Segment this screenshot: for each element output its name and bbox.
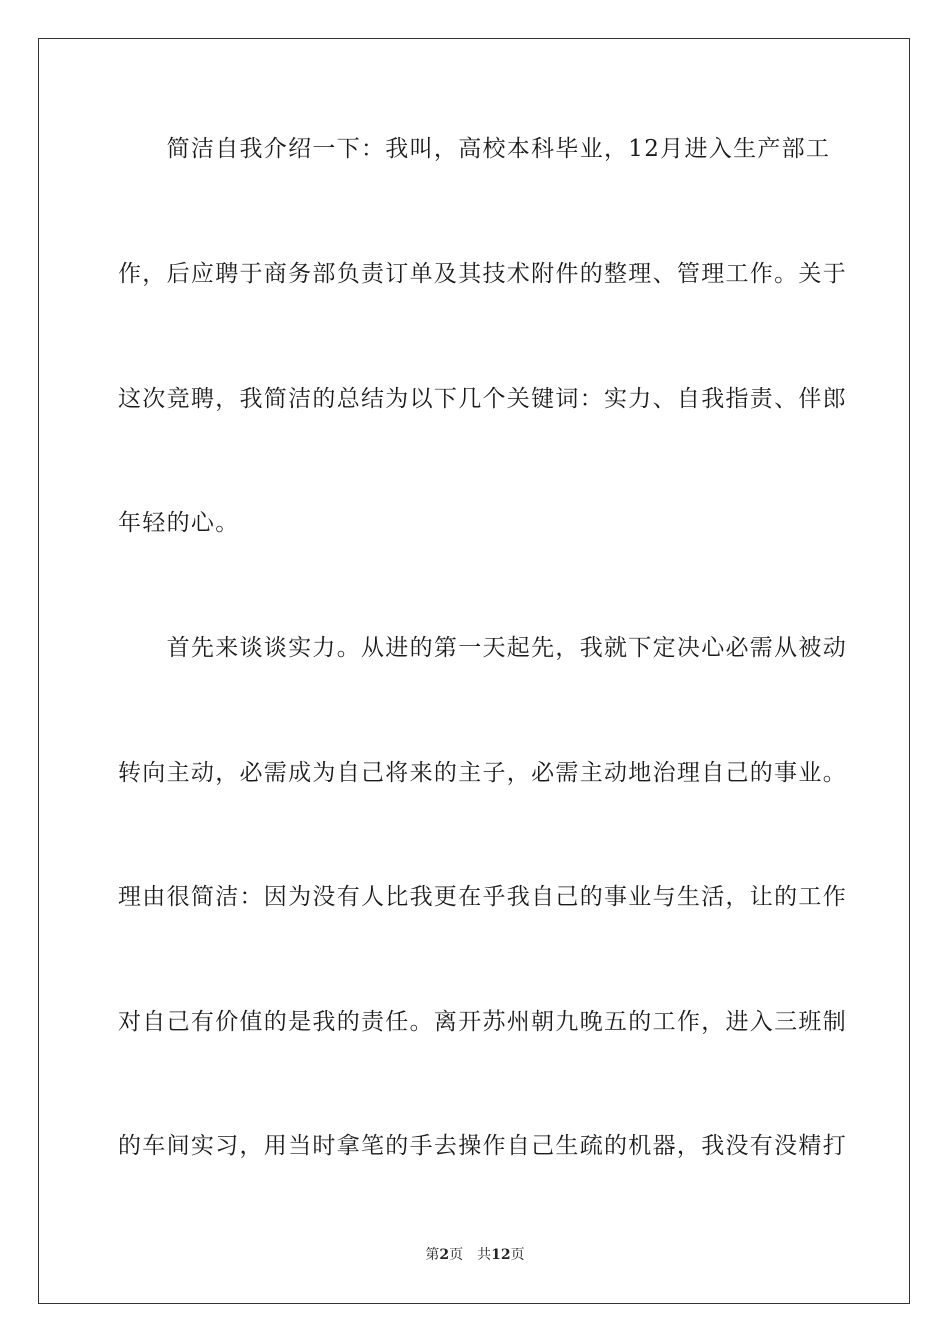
page-border — [38, 38, 910, 1304]
total-suffix: 页 — [510, 1247, 525, 1263]
body-line-3: 这次竞聘，我简洁的总结为以下几个关键词：实力、自我指责、伴郎 — [118, 386, 847, 412]
page-number: 2 — [439, 1247, 450, 1263]
body-line-5: 首先来谈谈实力。从进的第一天起先，我就下定决心必需从被动 — [118, 635, 847, 661]
body-line-2: 作，后应聘于商务部负责订单及其技术附件的整理、管理工作。关于 — [118, 261, 847, 287]
body-line-6: 转向主动，必需成为自己将来的主子，必需主动地治理自己的事业。 — [118, 760, 847, 786]
total-prefix: 共 — [477, 1247, 492, 1263]
body-line-8: 对自己有价值的是我的责任。离开苏州朝九晚五的工作，进入三班制 — [118, 1009, 847, 1035]
page-suffix: 页 — [449, 1247, 464, 1263]
body-line-9: 的车间实习，用当时拿笔的手去操作自己生疏的机器，我没有没精打 — [118, 1133, 847, 1159]
body-line-4: 年轻的心。 — [118, 510, 240, 536]
body-line-7: 理由很简洁：因为没有人比我更在乎我自己的事业与生活，让的工作 — [118, 884, 847, 910]
page-prefix: 第 — [425, 1247, 440, 1263]
page-footer — [0, 1246, 950, 1264]
total-pages: 12 — [491, 1247, 511, 1263]
body-line-1: 简洁自我介绍一下：我叫，高校本科毕业，12月进入生产部工 — [118, 136, 831, 162]
